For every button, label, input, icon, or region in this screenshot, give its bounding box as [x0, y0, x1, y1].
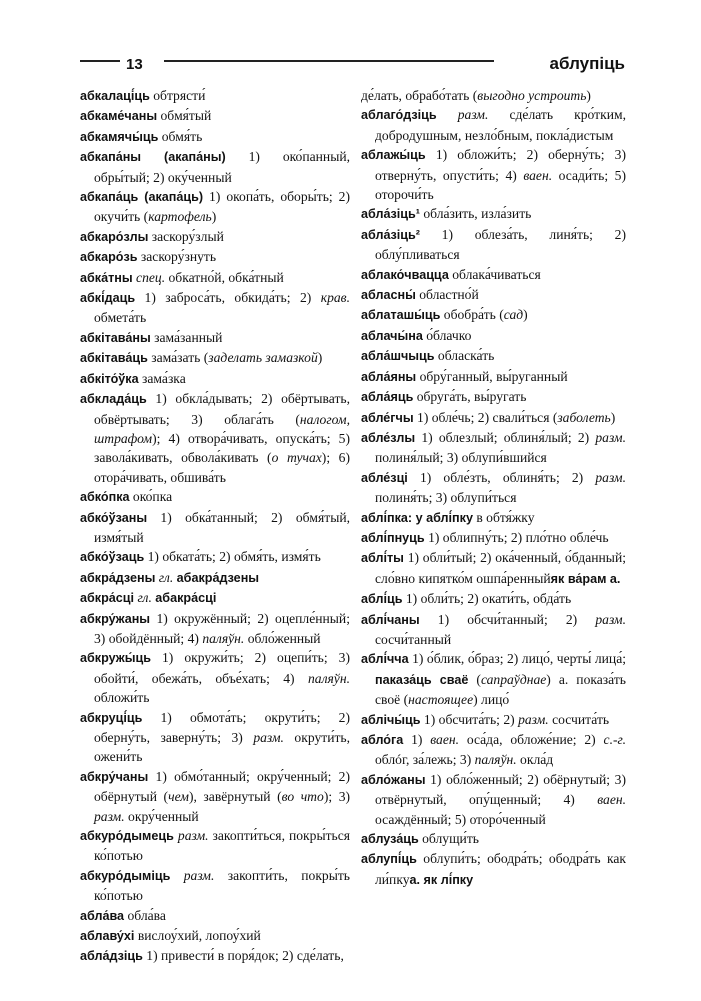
- entry-text: в обтя́жку: [472, 509, 535, 525]
- headword: абкра́дзены: [80, 570, 156, 585]
- entry-text: обмя́ть: [158, 128, 203, 144]
- entry-label: чем: [168, 789, 189, 805]
- entry-text: сло́вно кипятко́м ошпа́ренный: [375, 570, 551, 586]
- entry-text: обло́женный: [244, 630, 321, 646]
- headword: абкапа́ны (акапа́ны): [80, 150, 226, 165]
- entry-text: обла́ва: [124, 907, 166, 923]
- right-column: [361, 86, 626, 890]
- entry-text: ободра́ть как ли́пку: [375, 851, 626, 887]
- headword: абклада́ць: [80, 392, 147, 407]
- entry-label: о тучах: [271, 450, 322, 466]
- dictionary-entry: [361, 710, 626, 730]
- entry-label: разм.: [595, 611, 626, 627]
- dictionary-entry: [80, 328, 350, 348]
- entry-label: выгодно устроить: [477, 88, 587, 103]
- entry-text: 1) обка́танный; 2) обмя́тый, измя́тый: [94, 509, 350, 545]
- dictionary-entry: [80, 588, 350, 608]
- entry-text: 1) облеза́ть, линя́ть; 2) облу́пливаться: [375, 226, 626, 263]
- entry-text: обложи́ть: [94, 690, 150, 706]
- dictionary-entry: [80, 609, 350, 649]
- entry-label: налогом, штрафом: [94, 411, 350, 446]
- entry-text: ) а. показа́ть своё (: [375, 671, 626, 708]
- headword: абкапа́ць (акапа́ць): [80, 190, 204, 205]
- dictionary-entry: [80, 187, 350, 227]
- headword: абкіто́ўка: [80, 371, 139, 386]
- entry-text: осади́ть; 5) оторочи́ть: [375, 167, 626, 203]
- dictionary-entry: [361, 649, 626, 709]
- headword: аблако́чвацца: [361, 267, 449, 282]
- entry-label: паляўн.: [202, 630, 245, 646]
- left-column: [80, 86, 350, 967]
- entry-text: окру́ченный: [124, 808, 199, 824]
- dictionary-entry: [361, 849, 626, 890]
- headword: абкамячы́ць: [80, 129, 159, 144]
- dictionary-entry: [80, 348, 350, 368]
- entry-label: картофель: [148, 209, 212, 225]
- entry-text: (: [468, 671, 481, 687]
- entry-text: [437, 107, 458, 122]
- dictionary-entry: [361, 285, 626, 305]
- dictionary-entry: [361, 610, 626, 650]
- entry-text: 1) окружи́ть; 2) оцепи́ть; 3) обойти́, обежа́ть, объе́хать; 4): [94, 650, 350, 686]
- dictionary-entry: [361, 265, 626, 285]
- entry-text: 1) обката́ть; 2) обмя́ть, измя́ть: [144, 549, 321, 565]
- entry-text: 1) обсчита́ть; 2): [420, 711, 519, 727]
- entry-text: зама́зка: [138, 370, 186, 386]
- headword: абла́ва: [80, 908, 125, 923]
- page-header: [80, 52, 625, 78]
- headword: абло́га: [361, 733, 404, 747]
- entry-text: оса́да, обложе́ние; 2): [459, 732, 604, 747]
- entry-text: ), завёрнутый (: [188, 789, 282, 805]
- dictionary-entry: [361, 829, 626, 849]
- entry-text: 1) обкла́дывать; 2) обёртывать, обвёртывать; 3) облага́ть (: [94, 391, 350, 427]
- entry-text: полиня́ть; 3) облупи́ться: [375, 490, 517, 506]
- dictionary-entry: [80, 568, 350, 588]
- entry-label: гл.: [137, 590, 152, 606]
- headword: абло́жаны: [361, 772, 426, 787]
- entry-text: 1) окружённый; 2) оцепле́нный; 3) обойдённый; 4): [94, 610, 350, 646]
- headword: аблі́ць: [361, 592, 403, 607]
- headword-phrase: абакра́дзены: [176, 570, 260, 585]
- entry-label: разм.: [595, 469, 626, 485]
- headword: абкуро́дыміць: [80, 868, 171, 883]
- entry-text: облака́чиваться: [448, 266, 541, 282]
- dictionary-entry: [80, 508, 350, 548]
- entry-label: разм.: [253, 730, 284, 745]
- headword: абле́гчы: [361, 410, 414, 425]
- entry-text: 1) о́блик, о́браз; 2) лицо́, черты́ лица́;: [408, 651, 626, 667]
- entry-text: обтрясти́: [149, 88, 206, 103]
- entry-text: осаждённый; 5) оторо́ченный: [375, 811, 546, 827]
- dictionary-entry: [80, 866, 350, 906]
- headword: абкітава́ць: [80, 351, 148, 366]
- running-head: аблупіць: [549, 54, 625, 73]
- headword: абкаро́зь: [80, 250, 138, 265]
- entry-text: 1) обмо́танный; окру́ченный; 2) обёрнутый (: [94, 768, 350, 805]
- headword: абкаме́чаны: [80, 109, 158, 124]
- headword: абко́ўзаны: [80, 510, 148, 525]
- entry-text: 1) обле́зть, облиня́ть; 2): [407, 469, 596, 485]
- dictionary-entry: [80, 767, 350, 826]
- dictionary-entry: [80, 926, 350, 946]
- dictionary-entry: [80, 86, 350, 106]
- header-rule-middle: [164, 60, 494, 62]
- entry-text: 1) окопа́ть, оборы́ть; 2) окучи́ть (: [94, 189, 350, 225]
- headword: аблаго́дзіць: [361, 108, 437, 123]
- entry-text: ): [523, 307, 528, 323]
- entry-text: обмя́тый: [157, 108, 212, 124]
- entry-text: обмета́ть: [94, 310, 147, 326]
- headword: абла́яць: [361, 390, 414, 405]
- header-rule-left: [80, 60, 120, 62]
- dictionary-entry: [361, 105, 626, 145]
- dictionary-entry: [80, 648, 350, 707]
- entry-label: ваен.: [430, 732, 459, 747]
- entry-text: ): [211, 209, 217, 225]
- entry-text: ): [610, 409, 616, 425]
- headword: абла́яны: [361, 369, 417, 384]
- dictionary-entry: [361, 528, 626, 548]
- entry-text: облóг, за́лежь; 3): [375, 752, 475, 768]
- dictionary-entry: [361, 589, 626, 609]
- entry-text: зама́зать (: [147, 350, 209, 366]
- entry-label: настоящее: [408, 692, 474, 708]
- entry-text: 1) обло́женный; 2) обёрнутый; 3) отвёрнутый, опу́щенный; 4): [375, 771, 626, 808]
- headword: аблі́чаны: [361, 612, 420, 627]
- headword: абкру́чаны: [80, 769, 149, 784]
- headword: абко́пка: [80, 490, 130, 505]
- entry-text: 1) обли́ть; 2) окати́ть, обда́ть: [402, 591, 572, 607]
- dictionary-entry: [361, 346, 626, 366]
- dictionary-entry: [80, 487, 350, 507]
- entry-text: 1) око́панный, обры́тый; 2) оку́ченный: [94, 149, 351, 185]
- dictionary-entry: [80, 127, 350, 147]
- headword: аблі́пнуць: [361, 530, 425, 545]
- entry-text: обласка́ть: [434, 348, 495, 364]
- headword: абкруці́ць: [80, 710, 143, 725]
- entry-text: вислоу́хий, лопоу́хий: [134, 928, 261, 944]
- entry-label: заделать замазкой: [208, 350, 318, 366]
- entry-label: крав.: [320, 290, 350, 306]
- dictionary-entry: [80, 147, 350, 187]
- headword: абкітава́ны: [80, 330, 151, 345]
- entry-text: 1) заброса́ть, обкида́ть; 2): [135, 290, 321, 306]
- dictionary-entry: [80, 288, 350, 328]
- dictionary-entry: [80, 708, 350, 767]
- headword: абкружы́ць: [80, 651, 151, 666]
- entry-text: облупи́ть; ободра́ть;: [416, 851, 549, 867]
- headword-phrase: як ва́рам а.: [550, 571, 621, 586]
- headword-phrase: а. як лі́пку: [409, 872, 474, 887]
- entry-text: обобра́ть (: [440, 307, 504, 323]
- entry-label: сапраўднае: [480, 671, 547, 687]
- entry-text: ); 6) отора́чивать, обшива́ть: [94, 450, 350, 485]
- headword: аблічы́ць: [361, 712, 421, 727]
- entry-label: разм.: [177, 828, 209, 844]
- entry-label: с.-г.: [603, 732, 627, 747]
- headword: абкра́сці: [80, 591, 135, 606]
- dictionary-entry: [361, 225, 626, 265]
- dictionary-entry: [361, 204, 626, 224]
- dictionary-entry: [80, 106, 350, 126]
- entry-label: ваен.: [523, 167, 553, 183]
- dictionary-entry: [80, 389, 350, 487]
- entry-text: обла́зить, изла́зить: [419, 206, 532, 222]
- dictionary-entry: [80, 247, 350, 267]
- entry-text: 1) обмота́ть; окрути́ть; 2) оберну́ть, заверну́ть; 3): [94, 709, 350, 745]
- dictionary-entry: [361, 145, 626, 204]
- headword: аблажы́ць: [361, 148, 426, 163]
- dictionary-entry: [361, 387, 626, 407]
- dictionary-entry: [361, 408, 626, 428]
- entry-text: 1) привести́ в поря́док; 2) сде́лать,: [142, 948, 344, 964]
- entry-text: 1) обсчи́танный; 2): [419, 611, 596, 627]
- dictionary-entry: [361, 770, 626, 829]
- headword: аблі́чча: [361, 652, 409, 667]
- headword: абкру́жаны: [80, 611, 151, 626]
- dictionary-entry: [361, 428, 626, 468]
- headword: аблі́пка: у аблі́пку: [361, 510, 473, 525]
- entry-text: заскору́злый: [148, 228, 224, 244]
- dictionary-entry: [361, 508, 626, 528]
- headword-phrase: паказа́ць сваё: [375, 672, 469, 687]
- entry-text: сосчи́танный: [375, 631, 452, 647]
- entry-label: паляўн.: [307, 670, 350, 686]
- entry-text: окла́д: [516, 752, 554, 768]
- entry-text: око́пка: [129, 489, 173, 505]
- headword: абла́шчыць: [361, 349, 435, 364]
- entry-text: заскору́знуть: [137, 249, 217, 265]
- headword: абле́зці: [361, 470, 408, 485]
- headword: абкаро́злы: [80, 229, 149, 244]
- dictionary-entry: [80, 946, 350, 966]
- dictionary-entry: [80, 547, 350, 567]
- headword: абкуро́дымець: [80, 829, 174, 844]
- entry-label: спец.: [136, 269, 166, 285]
- entry-label: разм.: [94, 808, 125, 824]
- headword-phrase: абакра́сці: [155, 591, 217, 606]
- headword: абко́ўзаць: [80, 550, 145, 565]
- entry-text: обкатно́й, обка́тный: [165, 269, 284, 285]
- entry-text: 1) облипну́ть; 2) пло́тно обле́чь: [424, 529, 609, 545]
- headword: абка́тны: [80, 270, 133, 285]
- entry-label: разм.: [518, 711, 549, 727]
- page-number: 13: [126, 56, 143, 73]
- headword: аблупі́ць: [361, 852, 417, 867]
- entry-text: ) лицо́: [473, 692, 510, 708]
- entry-text: ); 4) отвора́чивать, опуска́ть; 5) завола́кивать, обвола́кивать (: [94, 430, 350, 466]
- headword: абле́злы: [361, 430, 416, 445]
- headword: абкі́даць: [80, 291, 136, 306]
- dictionary-entry: [361, 86, 626, 105]
- entry-text: областно́й: [415, 287, 479, 303]
- entry-text: закопти́ться, покры́ться ко́потью: [94, 828, 350, 864]
- entry-text: облущи́ть: [418, 831, 479, 847]
- entry-text: 1): [403, 732, 431, 747]
- entry-text: окрути́ть, ожени́ть: [94, 730, 351, 765]
- entry-text: сосчита́ть: [548, 711, 610, 727]
- dictionary-entry: [80, 227, 350, 247]
- headword: абла́зіць¹: [361, 207, 420, 222]
- dictionary-entry: [80, 369, 350, 389]
- dictionary-entry: [361, 326, 626, 346]
- entry-text: ): [317, 350, 323, 366]
- entry-label: паляўн.: [474, 752, 517, 768]
- entry-text: ): [586, 88, 591, 103]
- dictionary-entry: [361, 305, 626, 325]
- entry-text: ); 3): [323, 789, 351, 805]
- entry-text: обруга́ть, вы́ругать: [413, 389, 527, 405]
- entry-text: 1) обли́тый; 2) ока́ченный, о́бданный;: [403, 550, 626, 566]
- dictionary-entry: [361, 367, 626, 387]
- headword: абла́дзіць: [80, 949, 143, 964]
- entry-text: [170, 868, 183, 883]
- headword: абкалаці́ць: [80, 89, 150, 103]
- entry-text: о́блачко: [422, 327, 472, 343]
- dictionary-entry: [361, 548, 626, 589]
- entry-label: заболеть: [557, 409, 611, 425]
- entry-text: 1) обложи́ть; 2) оберну́ть; 3) отверну́ть, опусти́ть; 4): [375, 147, 626, 183]
- entry-text: сде́лать кро́тким, добродушным, незло́бным, покла́дистым: [375, 107, 626, 143]
- headword: аблаву́хі: [80, 929, 135, 944]
- entry-label: разм.: [457, 107, 489, 123]
- headword: аблаташы́ць: [361, 308, 441, 323]
- entry-text: 1) обле́чь; 2) свали́ться (: [413, 409, 558, 425]
- entry-text: зама́занный: [150, 329, 223, 345]
- dictionary-entry: [80, 906, 350, 926]
- headword: аблі́ты: [361, 551, 404, 566]
- entry-label: ваен.: [597, 792, 626, 808]
- entry-text: 1) облезлый; облиня́лый; 2): [415, 429, 596, 445]
- headword: аблачы́на: [361, 328, 423, 343]
- dictionary-entry: [80, 268, 350, 288]
- entry-label: разм.: [595, 429, 626, 445]
- entry-text: де́лать, обрабо́тать (: [361, 88, 478, 103]
- entry-text: закопти́ть, покры́ть ко́потью: [94, 867, 350, 904]
- headword: абла́зіць²: [361, 227, 420, 242]
- dictionary-entry: [80, 826, 350, 866]
- entry-text: полиня́лый; 3) облупи́вшийся: [375, 450, 547, 466]
- dictionary-entry: [361, 730, 626, 770]
- headword: аблуза́ць: [361, 832, 419, 847]
- entry-label: сад: [503, 307, 524, 323]
- headword: абласны́: [361, 288, 416, 303]
- entry-text: обру́ганный, вы́руганный: [416, 368, 568, 384]
- dictionary-entry: [361, 468, 626, 508]
- entry-label: разм.: [183, 867, 215, 883]
- entry-label: гл.: [158, 569, 174, 585]
- entry-label: во что: [281, 789, 324, 805]
